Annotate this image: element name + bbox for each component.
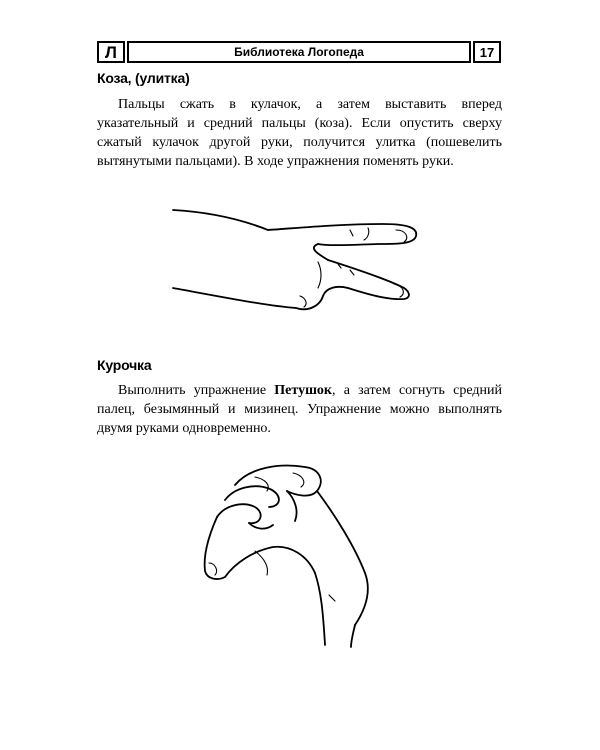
page-number: 17 [473,41,501,63]
section-text-kurochka [97,381,502,438]
hand-illustration-koza [168,200,428,320]
series-logo: Л [97,41,125,63]
page-header [97,41,501,65]
text-before: Выполнить упражнение [118,383,275,398]
section-title-kurochka: Курочка [97,357,152,373]
hand-kurochka-drawing [195,455,395,650]
hand-illustration-kurochka [195,455,395,650]
series-title: Библиотека Логопеда [127,41,471,63]
section-title-koza: Коза, (улитка) [97,70,190,86]
exercise-name-bold: Петушок [274,383,332,398]
paragraph: Пальцы сжать в кулачок, а затем выставить вперед указательный и средний пальцы (коза). Если опустить сверху сжатый кулачок другой руки, получится улитка (пошевелить вытянутыми пальцами). В ходе упражнения поменять руки. [97,97,502,169]
hand-koza-drawing [168,200,428,320]
paragraph [97,381,502,438]
section-text-koza [97,95,502,171]
text-after: , а затем согнуть средний палец, безымянный и мизинец. Упражнение можно выполнять двумя руками одновременно. [97,383,502,436]
